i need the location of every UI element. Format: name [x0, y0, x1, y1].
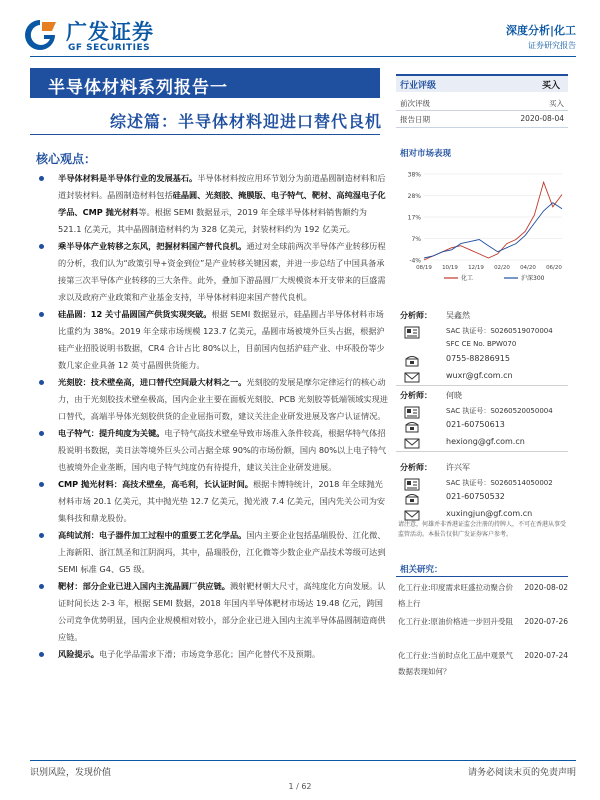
core-point-lead: 半导体材料是半导体行业的发展基石。	[58, 173, 198, 183]
chart-x-tick-label: 02/20	[494, 265, 510, 271]
analyst-sac-id: SAC 执证号：S0260520050004	[446, 407, 553, 415]
core-point-item	[36, 306, 388, 374]
id-card-icon	[404, 478, 420, 491]
chart-legend-label: 沪深300	[521, 275, 545, 282]
core-point-lead: 硅晶圆：12 关寸晶圆国产供货实现突破。	[58, 309, 212, 319]
related-research-date: 2020-07-24	[524, 651, 568, 660]
chart-y-tick-label: -4%	[409, 257, 421, 265]
chart-x-tick-label: 04/20	[520, 265, 536, 271]
email-icon	[404, 371, 420, 384]
core-point-lead: 靶材：部分企业已进入国内主流晶圆厂供应链。	[58, 581, 230, 591]
analyst-sac-id: SAC 执证号：S0260519070004	[446, 327, 553, 335]
chart-legend-label: 化工	[461, 275, 474, 282]
analyst-name: 许兴军	[446, 463, 470, 472]
core-point-emphasis: 硅晶圆、光刻胶、掩膜版、电子特气、靶材、高纯湿电子化学品、CMP 抛光材料	[58, 190, 386, 217]
header-divider	[30, 56, 576, 57]
prev-rating-label: 前次评级	[400, 99, 430, 108]
footer-divider	[30, 760, 576, 761]
core-point-text: 根据卡博特统计，2018 年全球抛光材料市场 20.1 亿美元，其中抛光垫 12.7 亿美元，抛光液 7.4 亿美元，国内先关公司为安集科技和鼎龙股份。	[58, 479, 386, 523]
related-research-title[interactable]: 化工行业:印度需求旺盛拉动聚合价格上行	[398, 583, 514, 608]
core-points-list	[36, 170, 388, 663]
report-date-value: 2020-08-04	[520, 114, 564, 123]
prev-rating-row	[400, 98, 564, 109]
chart-y-tick-label: 38%	[407, 171, 421, 179]
core-point-item	[36, 646, 388, 663]
disclaimer-text: 请注意，何雄并非香港证监会注册的持牌人，不可在香港从事受监管活动。本报告仅供广发证券客户参考。	[398, 521, 567, 538]
analyst-sfc-id: SFC CE No. BPW070	[446, 340, 517, 348]
related-divider	[396, 576, 568, 577]
phone-icon	[404, 420, 420, 433]
rating-divider	[396, 110, 568, 111]
gf-logo-icon	[22, 18, 58, 52]
chart-y-tick-label: 7%	[411, 236, 421, 243]
core-point-item	[36, 476, 388, 527]
core-point-item	[36, 578, 388, 646]
analyst-name: 何晓	[446, 391, 462, 400]
core-point-item	[36, 527, 388, 578]
chart-x-tick-label: 06/20	[546, 265, 562, 271]
core-point-text: 通过对全球前两次半导体产业转移历程的分析，我们认为“政策引导+资金到位”是产业转移关键因素，并进一步总结了中国具备承接第三次半导体产业转移的三大条件。此外，叠加下游晶圆厂大规模资本开支带来的巨盛需求以及政府产业政策和产业基金支持，半导体材料迎来国产替代良机。	[58, 241, 386, 302]
related-research-title[interactable]: 化工行业:原油价格进一步回升受阻	[398, 617, 514, 626]
related-research-date: 2020-08-02	[524, 583, 568, 592]
chart-svg	[396, 166, 568, 286]
analyst-email: wuxr@gf.com.cn	[446, 371, 513, 380]
core-point-text: 光刻胶的发展是摩尔定律运行的核心动力，由于光刻胶技术壁垒极高，国内企业主要在面板光刻胶、PCB 光刻胶等低端领域实现进口替代，高端半导体光刻胶供货的企业屈指可数，建议关注企业研发进展及客户认证情况。	[58, 377, 388, 421]
core-point-lead: 风险提示。	[58, 649, 99, 659]
report-type: 证券研究报告	[528, 41, 576, 50]
series-title: 半导体材料系列报告一	[48, 78, 228, 98]
chart-y-tick-label: 28%	[407, 193, 421, 200]
footer-disclaimer-note: 请务必阅读末页的免责声明	[467, 768, 576, 778]
core-point-item	[36, 170, 388, 238]
core-point-text: 溅射靶材朝大尺寸，高纯度化方向发展。认证时间长达 2-3 年，根据 SEMI 数据，2018 年国内半导体靶材市场达 19.48 亿元，跨国公司竞争优势明显，国内企业规模相对较小，部分企业已进入国内主流半导体晶圆制造商供应链。	[58, 581, 386, 642]
core-point-text: 根据 SEMI 数据显示，硅晶圆占半导体材料市场比重约为 38%。2019 年全球市场规模 123.7 亿美元，晶圆市场被境外巨头占据，根据沪硅产业招股说明书数据，CR4 合计占比 80%以上，目前国内包括沪硅产业、中环股份等少数几家企业具备 12 英寸晶圆供货能力。	[58, 309, 385, 370]
gf-logo	[22, 14, 162, 58]
core-point-item	[36, 374, 388, 425]
phone-icon	[404, 354, 420, 367]
report-category: 深度分析|化工	[505, 24, 576, 37]
prev-rating-value: 买入	[549, 99, 564, 108]
chart-x-tick-label: 12/19	[468, 265, 484, 271]
analyst-email: hexiong@gf.com.cn	[446, 437, 525, 446]
analyst-divider	[396, 385, 568, 386]
analyst-phone: 021-60750532	[446, 492, 505, 501]
relative-performance-chart	[396, 166, 568, 286]
analyst-label: 分析师：	[400, 391, 432, 400]
core-point-lead: 电子特气：提升纯度为关键。	[58, 428, 165, 438]
related-research-item[interactable]	[398, 580, 568, 612]
chart-x-tick-label: 08/19	[416, 265, 432, 271]
footer-slogan: 识别风险，发现价值	[30, 768, 112, 778]
id-card-icon	[404, 326, 420, 339]
related-research-title[interactable]: 化工行业:当前时点化工品中观景气数据表现如何？	[398, 651, 514, 676]
phone-icon	[404, 492, 420, 505]
related-research-heading: 相关研究：	[400, 565, 443, 575]
page-number: 1 / 62	[288, 782, 312, 791]
chart-x-tick-label: 10/19	[442, 265, 458, 271]
logo-chinese-name: 广发证券	[66, 20, 154, 44]
core-point-text: 国内主要企业包括晶瑞股份、江化微、上海新阳、浙江凯圣和江阴润玛，其中，晶瑞股份，江化微等少数企业产品技术等级可达到 SEMI 标准 G4、G5 级。	[58, 530, 386, 574]
analyst-label: 分析师：	[400, 463, 432, 472]
core-points-heading: 核心观点：	[36, 152, 97, 166]
report-date-label: 报告日期	[400, 115, 430, 124]
id-card-icon	[404, 406, 420, 419]
report-date-row	[400, 114, 564, 125]
subtitle-divider	[30, 134, 380, 135]
related-research-date: 2020-07-26	[524, 617, 568, 626]
chart-y-tick-label: 17%	[407, 214, 421, 222]
report-subtitle: 综述篇：半导体材料迎进口替代良机	[109, 112, 382, 131]
related-research-item[interactable]	[398, 614, 568, 630]
analyst-sac-id: SAC 执证号：S0260514050002	[446, 479, 553, 487]
date-divider	[396, 127, 568, 128]
core-point-item	[36, 425, 388, 476]
core-point-text: 半导体材料按应用环节划分为前道晶圆制造材料和后道封装材料。晶圆制造材料包括	[58, 173, 386, 200]
chart-heading: 相对市场表现	[400, 149, 452, 159]
analyst-name: 吴鑫然	[446, 311, 470, 320]
rating-label: 行业评级	[400, 81, 437, 91]
analyst-divider	[396, 451, 568, 452]
chart-series-line-1	[424, 203, 562, 258]
core-point-text-continued: 等。根据 SEMI 数据显示，2019 年全球半导体材料销售额约为 521.1 亿美元，其中晶圆制造材料约为 328 亿美元，封装材料约为 192 亿美元。	[58, 207, 367, 234]
core-point-lead: 高纯试剂：电子器件加工过程中的重要工艺化学品。	[58, 530, 247, 540]
analyst-phone: 021-60750613	[446, 420, 505, 429]
related-research-item[interactable]	[398, 648, 568, 680]
core-point-item	[36, 238, 388, 306]
core-point-text: 电子特气高技术壁垒导致市场准入条件较高，根据华特气体招股说明书数据，美日法等境外巨头公司占据全球 90%的市场份额，国内 80%以上电子特气也被境外企业垄断，国内电子特气纯度仍有待提升，建议关注企业研发进展。	[58, 428, 387, 472]
core-point-lead: 乘半导体产业转移之东风，把握材料国产替代良机。	[58, 241, 247, 251]
core-point-lead: 光刻胶：技术壁垒高，进口替代空间最大材料之一。	[58, 377, 247, 387]
core-point-text: 电子化学品需求下滑；市场竞争恶化；国产化替代不及预期。	[98, 649, 321, 659]
analyst-phone: 0755-88286915	[446, 354, 510, 363]
analyst-label: 分析师：	[400, 311, 432, 320]
email-icon	[404, 437, 420, 450]
core-point-lead: CMP 抛光材料：高技术壁垒，高毛利，长认证时间。	[58, 479, 253, 489]
logo-english-name: GF SECURITIES	[68, 43, 151, 53]
analyst-email: xuxingjun@gf.com.cn	[446, 509, 533, 518]
rating-value: 买入	[541, 81, 560, 91]
